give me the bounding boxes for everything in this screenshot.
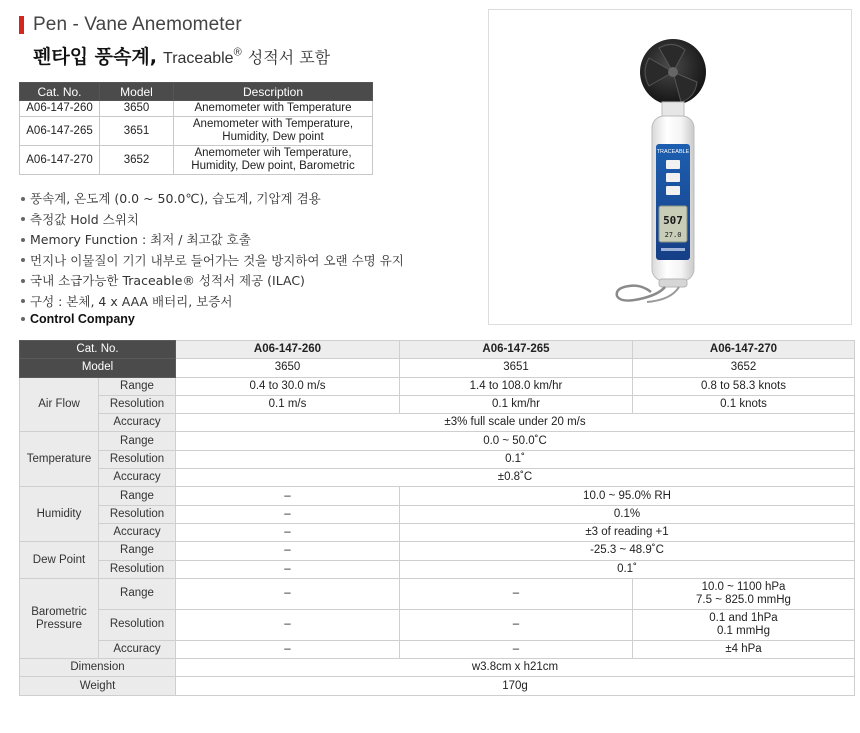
- title-kr-main: 펜타입 풍속계,: [33, 46, 157, 68]
- catalog-header-row: [20, 83, 373, 101]
- spec-value: -25.3 ~ 48.9˚C: [400, 542, 855, 560]
- list-item: [19, 312, 404, 333]
- list-item: [19, 271, 404, 292]
- spec-value: 0.0 ~ 50.0˚C: [176, 432, 855, 450]
- spec-value: –: [400, 578, 633, 609]
- product-title-kr: [33, 42, 330, 69]
- catalog-desc-line: Anemometer wih Temperature,: [194, 147, 352, 159]
- anemometer-illustration: [489, 10, 853, 326]
- spec-cat-label: Cat. No.: [20, 341, 176, 359]
- table-row: [20, 659, 855, 677]
- group-barometric: [20, 578, 99, 658]
- spec-value: 0.1 km/hr: [400, 395, 633, 413]
- spec-value: 10.0 ~ 95.0% RH: [400, 487, 855, 505]
- spec-value: –: [176, 542, 400, 560]
- sub-label: Accuracy: [99, 469, 176, 487]
- table-row: [20, 117, 373, 146]
- spec-model-label: Model: [20, 359, 176, 377]
- feature-text: 먼지나 이물질이 기기 내부로 들어가는 것을 방지하여 오랜 수명 유지: [30, 252, 404, 268]
- group-air-flow: Air Flow: [20, 377, 99, 432]
- table-row: [20, 341, 855, 359]
- catalog-table: [19, 82, 373, 175]
- spec-value-line: 7.5 ~ 825.0 mmHg: [696, 593, 791, 606]
- catalog-desc-line: Anemometer with Temperature,: [192, 118, 354, 130]
- table-row: [20, 505, 855, 523]
- catalog-desc-line: Anemometer with Temperature: [194, 102, 352, 114]
- group-label-line: Pressure: [35, 618, 83, 631]
- sub-label: Resolution: [99, 609, 176, 640]
- table-row: [20, 542, 855, 560]
- spec-value: 0.1˚: [400, 560, 855, 578]
- spec-value: 0.4 to 30.0 m/s: [176, 377, 400, 395]
- spec-value: –: [176, 578, 400, 609]
- list-item: [19, 189, 404, 210]
- table-row: [20, 578, 855, 609]
- table-row: [20, 414, 855, 432]
- list-item: [19, 251, 404, 272]
- spec-table: [19, 340, 855, 696]
- spec-value-line: 10.0 ~ 1100 hPa: [701, 580, 786, 593]
- bullet-icon: [21, 217, 25, 221]
- feature-text: 국내 소급가능한 Traceable® 성적서 제공 (ILAC): [30, 273, 305, 288]
- spec-value: –: [400, 609, 633, 640]
- feature-text: Memory Function : 최저 / 최고값 호출: [30, 232, 251, 247]
- spec-value: –: [176, 505, 400, 523]
- table-row: [20, 359, 855, 377]
- table-row: [20, 432, 855, 450]
- spec-value: 0.1%: [400, 505, 855, 523]
- spec-value-line: 0.1 mmHg: [716, 624, 771, 637]
- table-row: [20, 609, 855, 640]
- spec-value: 0.1 m/s: [176, 395, 400, 413]
- product-title-en: Pen - Vane Anemometer: [33, 14, 242, 35]
- sub-label: Resolution: [99, 505, 176, 523]
- bullet-icon: [21, 279, 25, 283]
- catalog-desc: [174, 146, 373, 175]
- group-temperature: Temperature: [20, 432, 99, 487]
- catalog-desc: [174, 117, 373, 146]
- title-kr-rest: 성적서 포함: [247, 48, 331, 67]
- catalog-header-model: Model: [100, 83, 174, 101]
- row-weight-label: Weight: [20, 677, 176, 695]
- table-row: [20, 146, 373, 175]
- sub-label: Resolution: [99, 450, 176, 468]
- feature-text: Control Company: [30, 312, 135, 326]
- title-kr-brand: Traceable: [163, 50, 234, 67]
- table-row: [20, 640, 855, 658]
- feature-text: 측정값 Hold 스위치: [30, 211, 139, 227]
- bullet-icon: [21, 238, 25, 242]
- spec-value: ±3% full scale under 20 m/s: [176, 414, 855, 432]
- sub-label: Resolution: [99, 395, 176, 413]
- title-accent-bar: [19, 16, 24, 34]
- catalog-desc: [174, 101, 373, 117]
- spec-value: ±3 of reading +1: [400, 523, 855, 541]
- spec-value: ±4 hPa: [633, 640, 855, 658]
- spec-value: –: [176, 487, 400, 505]
- catalog-desc-line: Humidity, Dew point, Barometric: [191, 160, 355, 172]
- group-label-line: Barometric: [31, 605, 87, 618]
- sub-label: Range: [99, 578, 176, 609]
- title-kr-reg: ®: [233, 46, 242, 59]
- row-dimension-label: Dimension: [20, 659, 176, 677]
- sub-label: Resolution: [99, 560, 176, 578]
- table-row: [20, 395, 855, 413]
- spec-model-3651: 3651: [400, 359, 633, 377]
- feature-text: 구성 : 본체, 4 x AAA 배터리, 보증서: [30, 293, 233, 309]
- catalog-cat-no: A06-147-265: [20, 117, 100, 146]
- table-row: [20, 450, 855, 468]
- sub-label: Range: [99, 487, 176, 505]
- spec-model-3650: 3650: [176, 359, 400, 377]
- feature-list: [19, 189, 404, 333]
- bullet-icon: [21, 299, 25, 303]
- spec-value: 0.8 to 58.3 knots: [633, 377, 855, 395]
- list-item: [19, 230, 404, 251]
- catalog-model: 3652: [100, 146, 174, 175]
- catalog-model: 3651: [100, 117, 174, 146]
- table-row: [20, 469, 855, 487]
- product-photo: [488, 9, 852, 325]
- spec-model-3652: 3652: [633, 359, 855, 377]
- catalog-header-cat: Cat. No.: [20, 83, 100, 101]
- lcd-main-reading: 507: [663, 214, 683, 227]
- spec-value: 1.4 to 108.0 km/hr: [400, 377, 633, 395]
- sub-label: Range: [99, 377, 176, 395]
- spec-value: 0.1˚: [176, 450, 855, 468]
- spec-value: –: [176, 560, 400, 578]
- spec-cat-260: A06-147-260: [176, 341, 400, 359]
- hold-button[interactable]: [666, 173, 680, 182]
- lcd-sub-reading: 27.0: [664, 231, 682, 239]
- sub-label: Range: [99, 432, 176, 450]
- table-row: [20, 377, 855, 395]
- catalog-header-desc: Description: [174, 83, 373, 101]
- catalog-cat-no: A06-147-260: [20, 101, 100, 117]
- table-row: [20, 523, 855, 541]
- lanyard-clip-icon: [617, 286, 665, 301]
- bullet-icon: [21, 258, 25, 262]
- spec-value: [633, 578, 855, 609]
- spec-cat-265: A06-147-265: [400, 341, 633, 359]
- list-item: [19, 210, 404, 231]
- feature-text: 풍속계, 온도계 (0.0 ~ 50.0℃), 습도계, 기압계 겸용: [30, 191, 321, 206]
- spec-value: –: [400, 640, 633, 658]
- table-row: [20, 487, 855, 505]
- catalog-desc-line: Humidity, Dew point: [222, 131, 324, 143]
- brand-label: TRACEABLE: [656, 149, 690, 155]
- spec-value: [633, 609, 855, 640]
- group-humidity: Humidity: [20, 487, 99, 542]
- bullet-icon: [21, 197, 25, 201]
- spec-value-line: 0.1 and 1hPa: [709, 611, 778, 624]
- memory-button[interactable]: [666, 186, 680, 195]
- sub-label: Accuracy: [99, 640, 176, 658]
- spec-value: –: [176, 523, 400, 541]
- catalog-cat-no: A06-147-270: [20, 146, 100, 175]
- spec-value: –: [176, 640, 400, 658]
- table-row: [20, 677, 855, 695]
- spec-cat-270: A06-147-270: [633, 341, 855, 359]
- mode-button[interactable]: [666, 160, 680, 169]
- list-item: [19, 292, 404, 313]
- table-row: [20, 101, 373, 117]
- catalog-model: 3650: [100, 101, 174, 117]
- spec-value: w3.8cm x h21cm: [176, 659, 855, 677]
- spec-value: 0.1 knots: [633, 395, 855, 413]
- spec-value: –: [176, 609, 400, 640]
- spec-value: 170g: [176, 677, 855, 695]
- table-row: [20, 560, 855, 578]
- bullet-icon: [21, 317, 25, 321]
- group-dew-point: Dew Point: [20, 542, 99, 579]
- sub-label: Range: [99, 542, 176, 560]
- spec-value: ±0.8˚C: [176, 469, 855, 487]
- sub-label: Accuracy: [99, 414, 176, 432]
- sub-label: Accuracy: [99, 523, 176, 541]
